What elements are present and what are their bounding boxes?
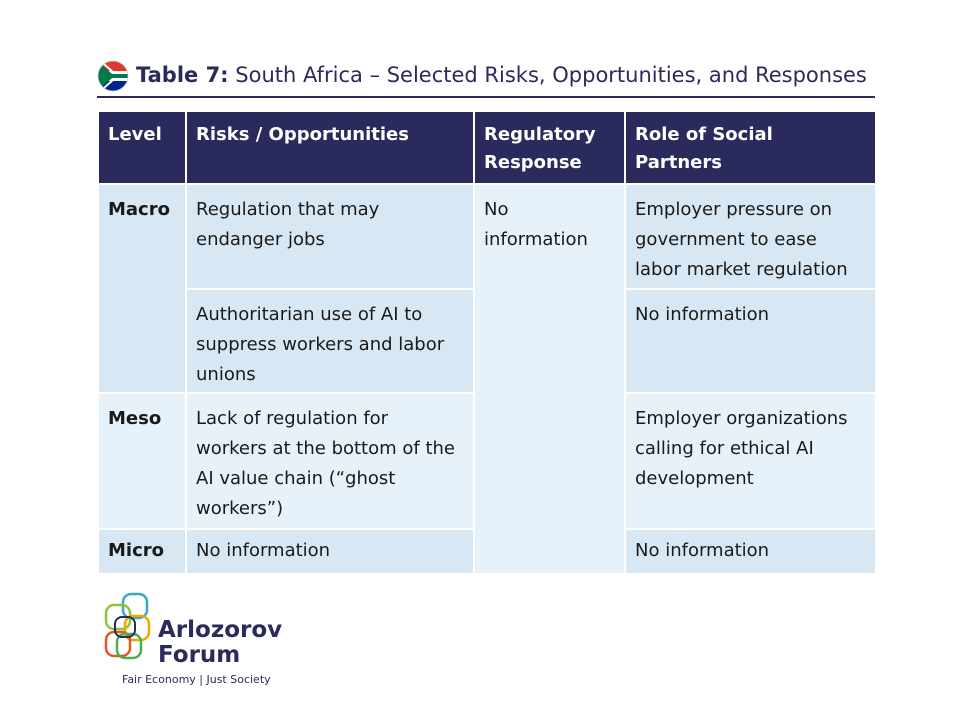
south-africa-flag-icon [97, 60, 129, 92]
risk-cell: Authoritarian use of AI to suppress workers and labor unions [186, 289, 474, 393]
level-micro: Micro [98, 529, 186, 574]
table-title-bar [97, 60, 875, 98]
level-meso: Meso [98, 393, 186, 529]
role-cell: Employer organizations calling for ethical AI development [625, 393, 876, 529]
risk-cell: No information [186, 529, 474, 574]
logo-wordmark [158, 618, 282, 668]
role-cell: No information [625, 289, 876, 393]
header-social-partners: Role of Social Partners [625, 111, 876, 184]
table-title-text: South Africa – Selected Risks, Opportunities, and Responses [228, 63, 867, 87]
role-cell: Employer pressure on government to ease labor market regulation [625, 184, 876, 289]
risk-cell: Lack of regulation for workers at the bottom of the AI value chain (“ghost workers”) [186, 393, 474, 529]
level-macro: Macro [98, 184, 186, 393]
header-regulatory: Regulatory Response [474, 111, 625, 184]
table-title [136, 63, 867, 87]
risk-cell: Regulation that may endanger jobs [186, 184, 474, 289]
risks-table [97, 110, 877, 575]
role-cell: No information [625, 529, 876, 574]
table-number: Table 7: [136, 63, 229, 87]
regulatory-response-cell: No information [474, 184, 625, 574]
table-row [98, 184, 876, 289]
header-level: Level [98, 111, 186, 184]
table-header-row [98, 111, 876, 184]
logo-line-1: Arlozorov [158, 617, 283, 643]
header-risks: Risks / Opportunities [186, 111, 474, 184]
logo-line-2: Forum [158, 642, 241, 668]
logo-tagline: Fair Economy | Just Society [122, 673, 271, 686]
